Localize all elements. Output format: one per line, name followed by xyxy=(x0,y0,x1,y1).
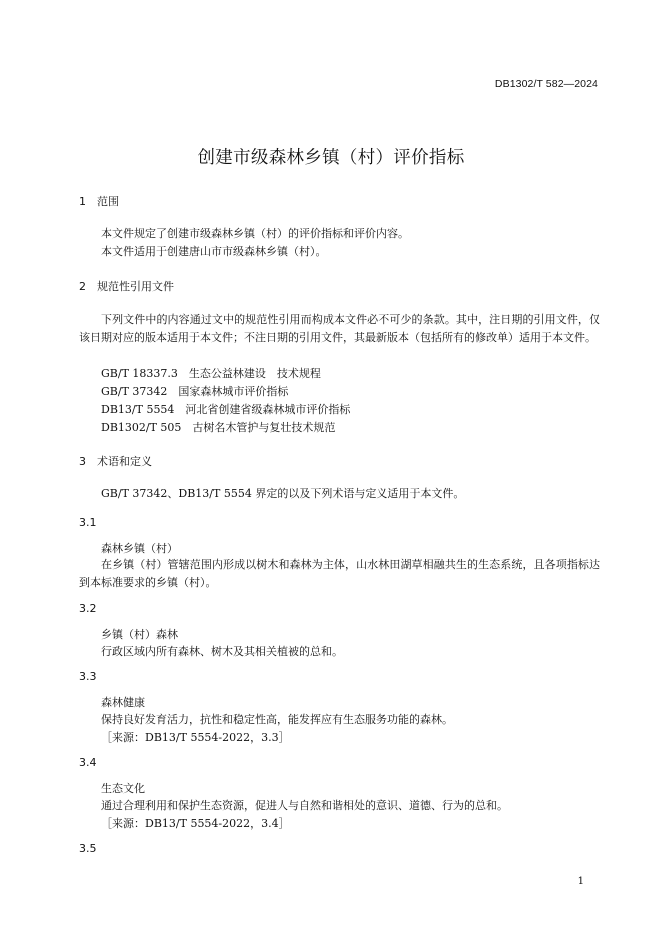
term-definition: 保持良好发育活力，抗性和稳定性高，能发挥应有生态服务功能的森林。 xyxy=(101,713,453,726)
reference-item: DB1302/T 505 古树名木管护与复壮技术规范 xyxy=(101,421,336,434)
clause-number: 3.2 xyxy=(79,602,97,615)
clause-number: 3.5 xyxy=(79,842,97,855)
section-2-number: 2 xyxy=(79,280,86,293)
term-name: 生态文化 xyxy=(101,782,145,795)
reference-item: GB/T 18337.3 生态公益林建设 技术规程 xyxy=(101,367,321,380)
document-code: DB1302/T 582—2024 xyxy=(494,78,598,90)
term-name: 森林乡镇（村） xyxy=(101,542,178,555)
clause-number: 3.4 xyxy=(79,756,97,769)
scope-line-1: 本文件规定了创建市级森林乡镇（村）的评价指标和评价内容。 xyxy=(101,227,409,240)
term-definition: 在乡镇（村）管辖范围内形成以树木和森林为主体，山水林田湖草相融共生的生态系统，且各项指标达到本标准要求的乡镇（村）。 xyxy=(79,558,600,589)
section-3-title: 术语和定义 xyxy=(97,455,152,468)
term-definition: 通过合理利用和保护生态资源，促进人与自然和谐相处的意识、道德、行为的总和。 xyxy=(101,799,508,812)
section-2-title: 规范性引用文件 xyxy=(97,280,174,293)
page-number: 1 xyxy=(577,876,584,887)
term-definition: 行政区域内所有森林、树木及其相关植被的总和。 xyxy=(101,645,343,658)
section-1-number: 1 xyxy=(79,195,86,208)
term-name: 乡镇（村）森林 xyxy=(101,628,178,641)
term-source: ［来源：DB13/T 5554-2022，3.3］ xyxy=(101,731,290,744)
reference-item: DB13/T 5554 河北省创建省级森林城市评价指标 xyxy=(101,403,351,416)
normative-references-intro: 下列文件中的内容通过文中的规范性引用而构成本文件必不可少的条款。其中，注日期的引用文件，仅该日期对应的版本适用于本文件；不注日期的引用文件，其最新版本（包括所有的修改单）适用于本文件。 xyxy=(79,313,600,344)
section-1-title: 范围 xyxy=(97,195,119,208)
reference-item: GB/T 37342 国家森林城市评价指标 xyxy=(101,385,289,398)
section-3-number: 3 xyxy=(79,455,86,468)
clause-number: 3.3 xyxy=(79,670,97,683)
clause-number: 3.1 xyxy=(79,516,97,529)
terms-intro: GB/T 37342、DB13/T 5554 界定的以及下列术语与定义适用于本文件。 xyxy=(101,487,465,500)
page-title: 创建市级森林乡镇（村）评价指标 xyxy=(197,148,465,168)
term-source: ［来源：DB13/T 5554-2022，3.4］ xyxy=(101,817,290,830)
term-name: 森林健康 xyxy=(101,696,145,709)
section-3-heading xyxy=(79,453,152,469)
section-2-heading xyxy=(79,278,174,294)
section-1-heading xyxy=(79,193,119,209)
scope-line-2: 本文件适用于创建唐山市市级森林乡镇（村）。 xyxy=(101,245,327,258)
